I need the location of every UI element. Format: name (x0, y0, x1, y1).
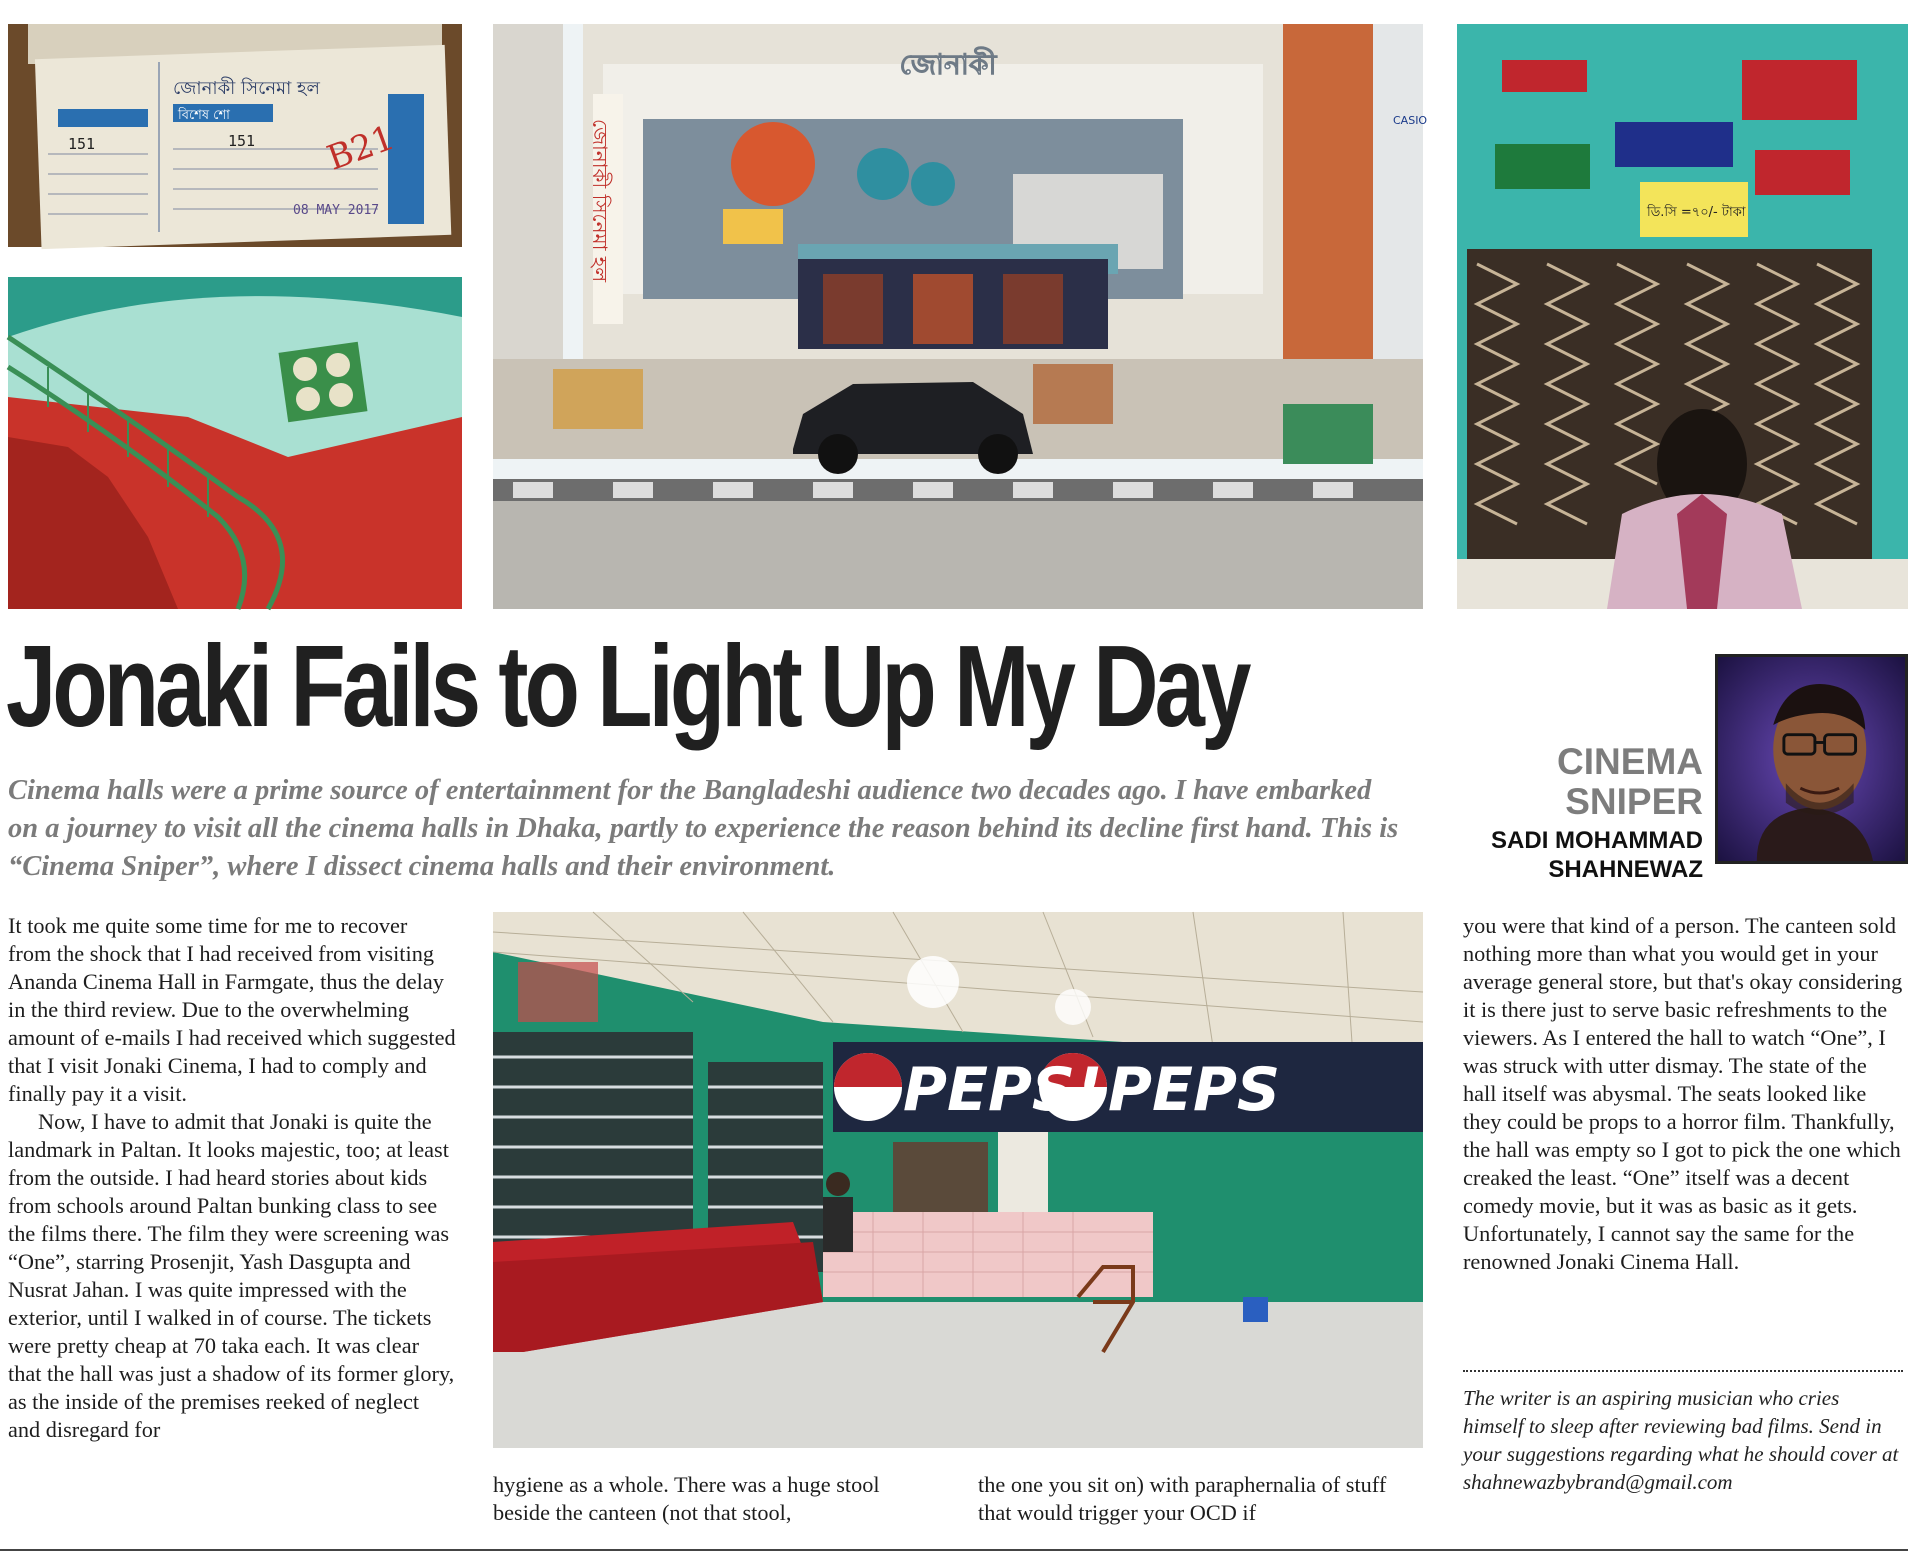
series-line-1: CINEMA (1557, 741, 1703, 782)
author-line-1: SADI MOHAMMAD (1491, 827, 1703, 854)
author-portrait (1715, 654, 1908, 864)
bottom-rule (0, 1549, 1908, 1551)
ticket-stamp-date: 08 MAY 2017 (293, 203, 380, 218)
lobby-brand-right: PEPS (1108, 1055, 1281, 1125)
standfirst: Cinema halls were a prime source of entertainment for the Bangladeshi audience two decades ago. I have embarked on a journey to visit all the cinema halls in Dhaka, partly to experience the reason behind its decline first hand. This is “Cinema Sniper”, where I dissect cinema halls and their environment. (8, 775, 1399, 882)
series-line-2: SNIPER (1565, 781, 1703, 822)
body-column-3 (978, 1471, 1418, 1527)
headline: Jonaki Fails to Light Up My Day (6, 621, 1248, 751)
stairwell-photo (8, 277, 462, 609)
body-column-2 (493, 1471, 933, 1527)
body-paragraph-2: Now, I have to admit that Jonaki is quite the landmark in Paltan. It looks majestic, too; at least from the outside. I had heard stories about kids from schools around Paltan bunking class to see the films there. The film they were screening was “One”, starring Prosenjit, Yash Dasgupta and Nusrat Jahan. I was quite impressed with the exterior, until I walked in of course. The tickets were pretty cheap at 70 taka each. It was clear that the hall was just a shadow of its former glory, as the inside of the premises reeked of neglect and disregard for (8, 1109, 455, 1442)
ticket-photo (8, 24, 462, 247)
body-column-4 (1463, 912, 1903, 1276)
price-sign: ডি.সি =৭০/- টাকা (1647, 205, 1746, 220)
ticket-type: বিশেষ শো (178, 108, 230, 123)
author-line-2: SHAHNEWAZ (1548, 856, 1703, 883)
writer-note: The writer is an aspiring musician who cries himself to sleep after reviewing bad films. Send in your suggestions regarding what he should cover at shahnewazbybrand@gmail.com (1463, 1370, 1903, 1496)
lobby-brand-left: PEPS! (903, 1055, 1103, 1125)
body-column-1 (8, 912, 456, 1444)
lobby-photo (493, 912, 1423, 1448)
facade-sign: জোনাকী (899, 48, 997, 81)
body-paragraph-5: you were that kind of a person. The canteen sold nothing more than what you would get in your average general store, but that's okay considering it is there just to serve basic refreshments to the viewers. As I entered the hall to watch “One”, I was struck with utter dismay. The state of the hall itself was abysmal. The seats looked like they could be props to a horror film. Thankfully, the hall was empty so I got to pick the one which creaked the least. “One” itself was a decent comedy movie, but it was as basic as it gets. Unfortunately, I cannot say the same for the renowned Jonaki Cinema Hall. (1463, 913, 1903, 1274)
facade-vertical-sign: জোনাকী সিনেমা হল (588, 119, 612, 283)
body-paragraph-3: hygiene as a whole. There was a huge stool beside the canteen (not that stool, (493, 1472, 880, 1525)
body-paragraph-1: It took me quite some time for me to recover from the shock that I had received from visiting Ananda Cinema Hall in Farmgate, thus the delay in the third review. Due to the overwhelming amount of e-mails I had received which suggested that I visit Jonaki Cinema, I had to comply and finally pay it a visit. (8, 913, 456, 1106)
body-paragraph-4: the one you sit on) with paraphernalia of stuff that would trigger your OCD if (978, 1472, 1387, 1525)
facade-photo (493, 24, 1428, 609)
series-name (1557, 742, 1703, 822)
ticket-handwritten-mark: B21 (322, 117, 400, 179)
ticket-hall-name: জোনাকী সিনেমা হল (173, 78, 320, 99)
ticket-number-stub: 151 (228, 132, 256, 150)
ticket-number: 151 (68, 135, 96, 153)
author-name (1491, 826, 1703, 884)
store-sign: CASIO (1393, 114, 1428, 127)
ticket-counter-photo (1457, 24, 1908, 609)
